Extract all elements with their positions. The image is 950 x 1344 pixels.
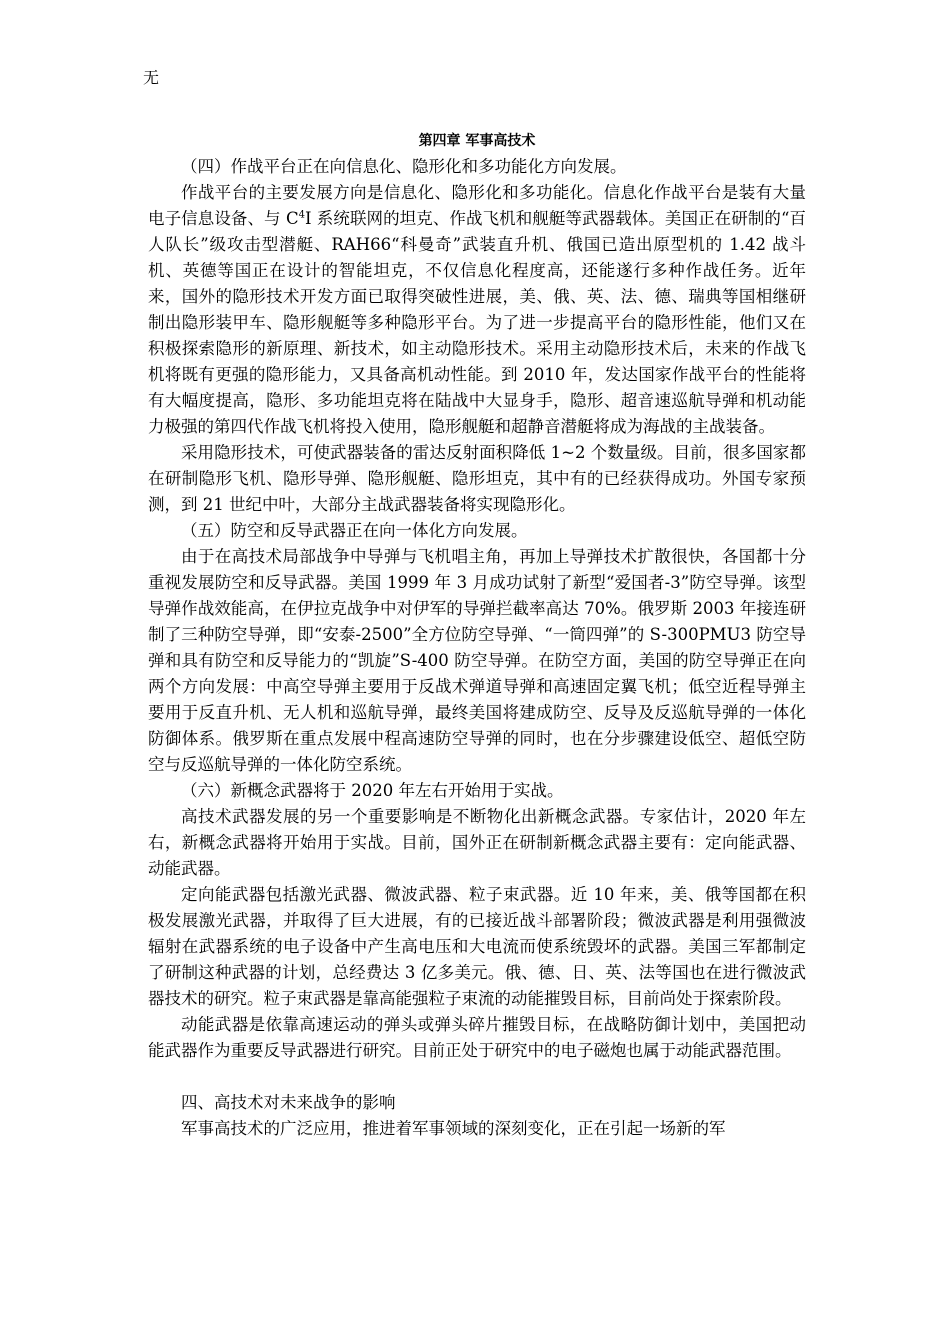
chapter-title: 第四章 军事高技术 — [418, 133, 536, 149]
paragraph-text: 作战平台的主要发展方向是信息化、隐形化和多功能化。信息化作战平台是装有大量电子信息设备、与 C — [148, 183, 806, 228]
paragraph-kinetic-energy: 动能武器是依靠高速运动的弹头或弹头碎片摧毁目标，在战略防御计划中，美国把动能武器作为重要反导武器进行研究。目前正处于研究中的电子磁炮也属于动能武器范围。 — [148, 1015, 806, 1060]
paragraph-text: I 系统联网的坦克、作战飞机和舰艇等武器载体。美国正在研制的“百人队长”级攻击型潜艇、RAH66“科曼奇”武装直升机、俄国已造出原型机的 1.42 战斗机、英德等国正在设计的智能坦克，不仅信息化程度高，还能遂行多种作战任务。近年来，国外的隐形技术开发方面已取得突破性进展，美、俄、英、法、德、瑞典等国相继研制出隐形装甲车、隐形舰艇等多种隐形平台。为了进一步提高平台的隐形性能，他们又在积极探索隐形的新原理、新技术，如主动隐形技术。采用主动隐形技术后，未来的作战飞机将既有更强的隐形能力，又具备高机动性能。到 2010 年，发达国家作战平台的性能将有大幅度提高，隐形、多功能坦克将在陆战中大显身手，隐形、超音速巡航导弹和机动能力极强的第四代作战飞机将投入使用，隐形舰艇和超静音潜艇将成为海战的主战装备。 — [148, 209, 806, 436]
paragraph-directed-energy: 定向能武器包括激光武器、微波武器、粒子束武器。近 10 年来，美、俄等国都在积极发展激光武器，并取得了巨大进展，有的已接近战斗部署阶段；微波武器是利用强微波辐射在武器系统的电子设备中产生高电压和大电流而使系统毁坏的武器。美国三军都制定了研制这种武器的计划，总经费达 3 亿多美元。俄、德、日、英、法等国也在进行微波武器技术的研究。粒子束武器是靠高能强粒子束流的动能摧毁目标，目前尚处于探索阶段。 — [148, 885, 806, 1008]
paragraph-stealth: 采用隐形技术，可使武器装备的雷达反射面积降低 1~2 个数量级。目前，很多国家都在研制隐形飞机、隐形导弹、隐形舰艇、隐形坦克，其中有的已经获得成功。外国专家预测，到 21 世纪中叶，大部分主战武器装备将实现隐形化。 — [148, 443, 806, 514]
paragraph-air-defense: 由于在高技术局部战争中导弹与飞机唱主角，再加上导弹技术扩散很快，各国都十分重视发展防空和反导武器。美国 1999 年 3 月成功试射了新型“爱国者-3”防空导弹。该型导弹作战效能高，在伊拉克战争中对伊军的导弹拦截率高达 70%。俄罗斯 2003 年接连研制了三种防空导弹，即“安泰-2500”全方位防空导弹、“一筒四弹”的 S-300PMU3 防空导弹和具有防空和反导能力的“凯旋”S-400 防空导弹。在防空方面，美国的防空导弹正在向两个方向发展：中高空导弹主要用于反战术弹道导弹和高速固定翼飞机；低空近程导弹主要用于反直升机、无人机和巡航导弹，最终美国将建成防空、反导及反巡航导弹的一体化防御体系。俄罗斯在重点发展中程高速防空导弹的同时，也在分步骤建设低空、超低空防空与反巡航导弹的一体化防空系统。 — [148, 547, 806, 774]
paragraph-new-concept: 高技术武器发展的另一个重要影响是不断物化出新概念武器。专家估计，2020 年左右，新概念武器将开始用于实战。目前，国外正在研制新概念武器主要有：定向能武器、动能武器。 — [148, 807, 806, 878]
superscript: 4 — [298, 209, 305, 221]
document-body — [148, 132, 806, 1142]
section-heading-5: （五）防空和反导武器正在向一体化方向发展。 — [181, 521, 528, 540]
section-heading-impact: 四、高技术对未来战争的影响 — [181, 1093, 396, 1112]
paragraph-platforms — [148, 180, 806, 440]
section-heading-4: （四）作战平台正在向信息化、隐形化和多功能化方向发展。 — [181, 157, 627, 176]
section-heading-6: （六）新概念武器将于 2020 年左右开始用于实战。 — [181, 781, 564, 800]
paragraph-impact: 军事高技术的广泛应用，推进着军事领域的深刻变化，正在引起一场新的军 — [181, 1119, 726, 1138]
header-note: 无 — [143, 68, 160, 87]
spacer — [148, 1064, 806, 1090]
